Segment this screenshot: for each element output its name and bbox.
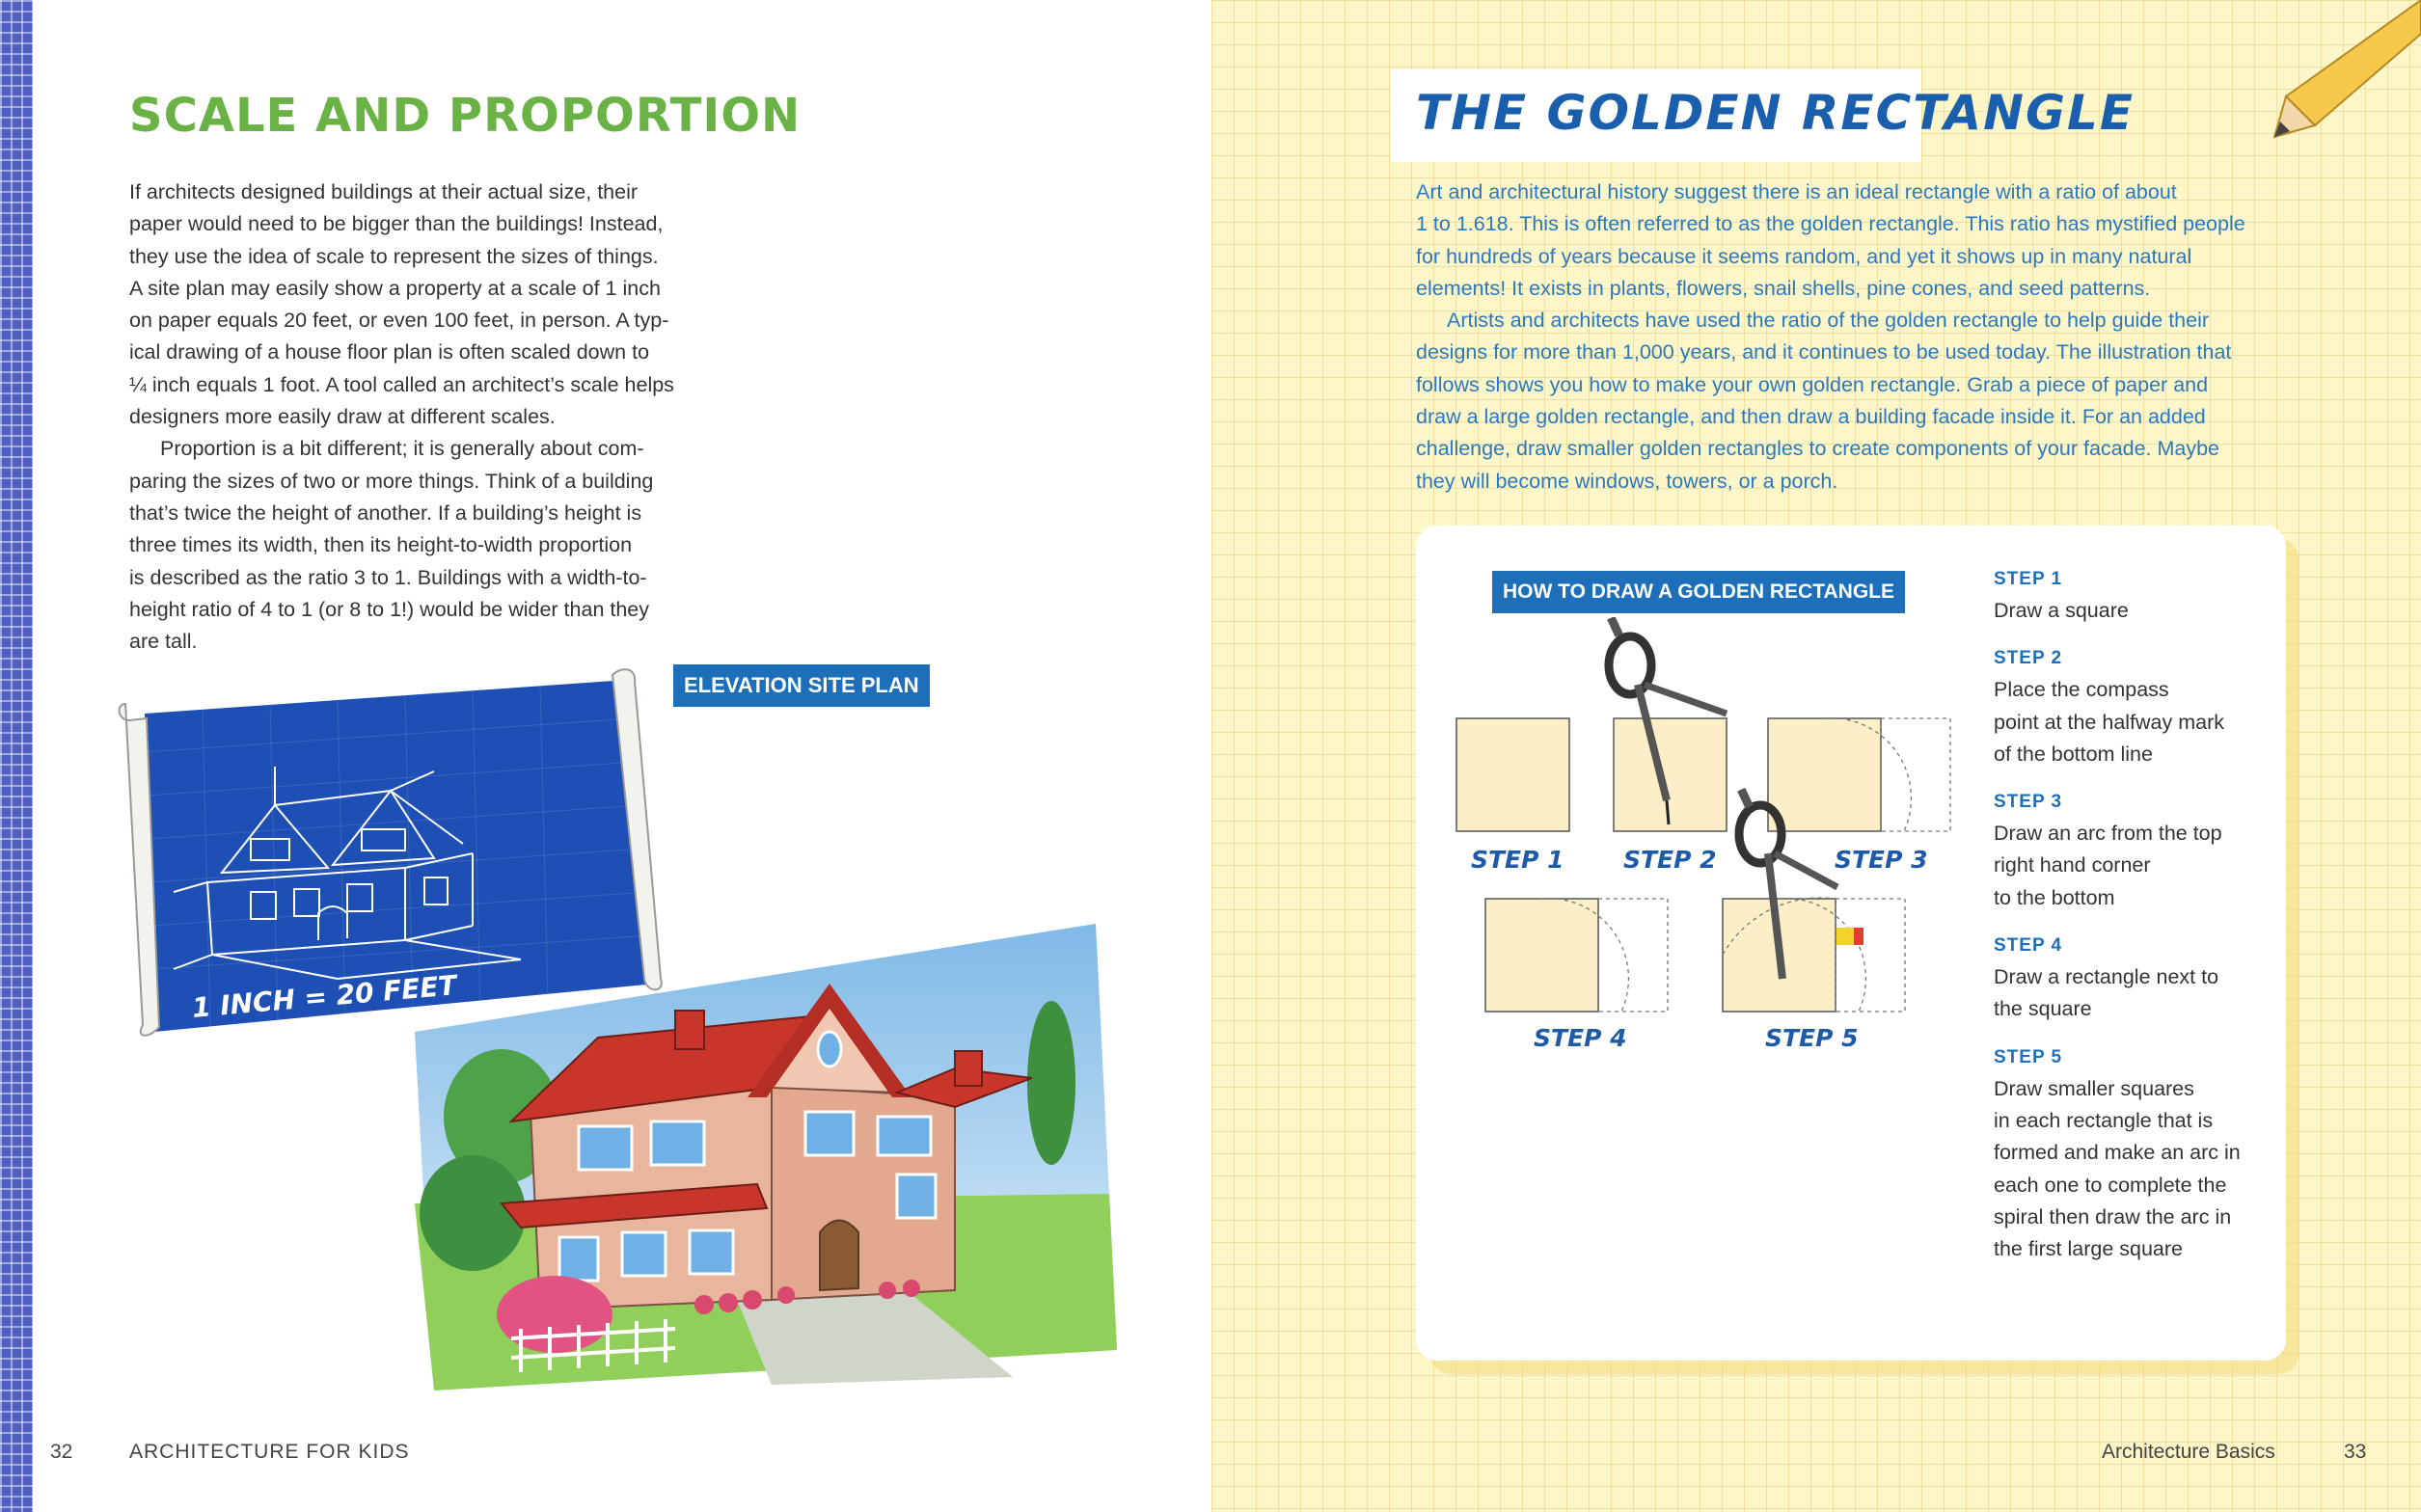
elevation-site-plan-label: ELEVATION SITE PLAN — [673, 664, 930, 707]
text-line: Proportion is a bit different; it is generally about com- — [160, 437, 644, 461]
pencil-icon — [2267, 0, 2421, 140]
step-line: formed and make an arc in — [1994, 1141, 2241, 1165]
step-line: Place the compass — [1994, 678, 2169, 702]
text-line: follows shows you how to make your own golden rectangle. Grab a piece of paper and — [1416, 372, 2209, 396]
text-line: on paper equals 20 feet, or even 100 feet, in person. A typ- — [129, 309, 669, 333]
step-line: the first large square — [1994, 1237, 2183, 1261]
running-head-right: Architecture Basics — [2102, 1441, 2275, 1463]
diagram-step-label: STEP 5 — [1765, 1024, 1859, 1052]
step-line: to the bottom — [1994, 885, 2115, 909]
page-title-left: SCALE AND PROPORTION — [129, 89, 802, 143]
text-line: for hundreds of years because it seems random, and yet it shows up in many natural — [1416, 244, 2192, 268]
diagram-step-label: STEP 3 — [1835, 846, 1928, 874]
paragraph-scale — [129, 176, 708, 433]
step-item — [1994, 563, 2273, 627]
text-line: draw a large golden rectangle, and then draw a building facade inside it. For an added — [1416, 405, 2206, 429]
text-line: ¼ inch equals 1 foot. A tool called an architect’s scale helps — [129, 372, 674, 396]
step-title: STEP 2 — [1994, 648, 2063, 669]
step-line: in each rectangle that is — [1994, 1108, 2214, 1132]
page-title-right: THE GOLDEN RECTANGLE — [1416, 85, 2135, 141]
step-line: of the bottom line — [1994, 742, 2153, 766]
step-title: STEP 5 — [1994, 1046, 2063, 1067]
body-text-right — [1416, 176, 2284, 498]
blueprint-caption: 1 INCH = 20 FEET — [190, 969, 458, 1024]
blue-grid-strip — [0, 0, 33, 1512]
diagram-step-label: STEP 1 — [1471, 846, 1564, 874]
step3-square — [1768, 718, 1881, 831]
step-line: right hand corner — [1994, 853, 2151, 878]
golden-rectangle-diagram — [1447, 617, 1987, 1061]
text-line: are tall. — [129, 630, 198, 654]
step-text — [1994, 818, 2273, 914]
running-head-left: ARCHITECTURE FOR KIDS — [129, 1441, 410, 1463]
house-illustration — [415, 924, 1119, 1391]
step2-square — [1614, 718, 1727, 831]
step-line: the square — [1994, 997, 2092, 1021]
step-title: STEP 4 — [1994, 935, 2063, 957]
step-line: each one to complete the — [1994, 1173, 2227, 1197]
page-number-right: 33 — [2344, 1441, 2367, 1463]
text-line: they use the idea of scale to represent the sizes of things. — [129, 244, 659, 268]
step-item — [1994, 642, 2273, 770]
diagram-step-label: STEP 4 — [1534, 1024, 1627, 1052]
step-line: spiral then draw the arc in — [1994, 1204, 2232, 1228]
paragraph-golden-usage — [1416, 305, 2284, 498]
step-line: point at the halfway mark — [1994, 710, 2225, 734]
text-line: designers more easily draw at different scales. — [129, 405, 556, 429]
text-line: 1 to 1.618. This is often referred to as the golden rectangle. This ratio has mystified people — [1416, 212, 2245, 236]
step-line: Draw smaller squares — [1994, 1076, 2194, 1100]
text-line: A site plan may easily show a property at a scale of 1 inch — [129, 276, 661, 300]
text-line: height ratio of 4 to 1 (or 8 to 1!) would be wider than they — [129, 597, 650, 621]
paragraph-proportion — [129, 433, 708, 658]
step-item — [1994, 1041, 2273, 1266]
step-text — [1994, 1073, 2273, 1266]
step1-square — [1456, 718, 1569, 831]
text-line: they will become windows, towers, or a porch. — [1416, 469, 1838, 493]
text-line: is described as the ratio 3 to 1. Buildings with a width-to- — [129, 565, 647, 589]
text-line: ical drawing of a house floor plan is often scaled down to — [129, 340, 650, 364]
how-to-label: HOW TO DRAW A GOLDEN RECTANGLE — [1492, 571, 1905, 613]
step-line: Draw a rectangle next to — [1994, 965, 2219, 989]
text-line: Artists and architects have used the ratio of the golden rectangle to help guide their — [1447, 309, 2210, 333]
step-title: STEP 1 — [1994, 569, 2063, 589]
step-title: STEP 3 — [1994, 792, 2063, 813]
step-text — [1994, 674, 2273, 770]
step-line: Draw an arc from the top — [1994, 822, 2222, 846]
step-text — [1994, 961, 2273, 1026]
steps-list — [1994, 563, 2273, 1281]
text-line: three times its width, then its height-to-width proportion — [129, 533, 633, 557]
diagram-step-label: STEP 2 — [1623, 846, 1717, 874]
step-item — [1994, 930, 2273, 1026]
text-line: that’s twice the height of another. If a building’s height is — [129, 500, 642, 525]
text-line: elements! It exists in plants, flowers, snail shells, pine cones, and seed patterns. — [1416, 276, 2151, 300]
body-text-left — [129, 176, 708, 658]
text-line: Art and architectural history suggest there is an ideal rectangle with a ratio of about — [1416, 180, 2177, 203]
paragraph-golden-intro — [1416, 176, 2284, 305]
text-line: paring the sizes of two or more things. Think of a building — [129, 469, 654, 493]
step-text — [1994, 595, 2273, 627]
step-item — [1994, 786, 2273, 914]
text-line: challenge, draw smaller golden rectangles to create components of your facade. Maybe — [1416, 437, 2219, 461]
text-line: designs for more than 1,000 years, and it continues to be used today. The illustration that — [1416, 340, 2232, 364]
step4-square — [1485, 899, 1598, 1012]
step-line: Draw a square — [1994, 599, 2129, 622]
text-line: paper would need to be bigger than the buildings! Instead, — [129, 212, 664, 236]
text-line: If architects designed buildings at their actual size, their — [129, 180, 639, 203]
page-number-left: 32 — [50, 1441, 73, 1463]
